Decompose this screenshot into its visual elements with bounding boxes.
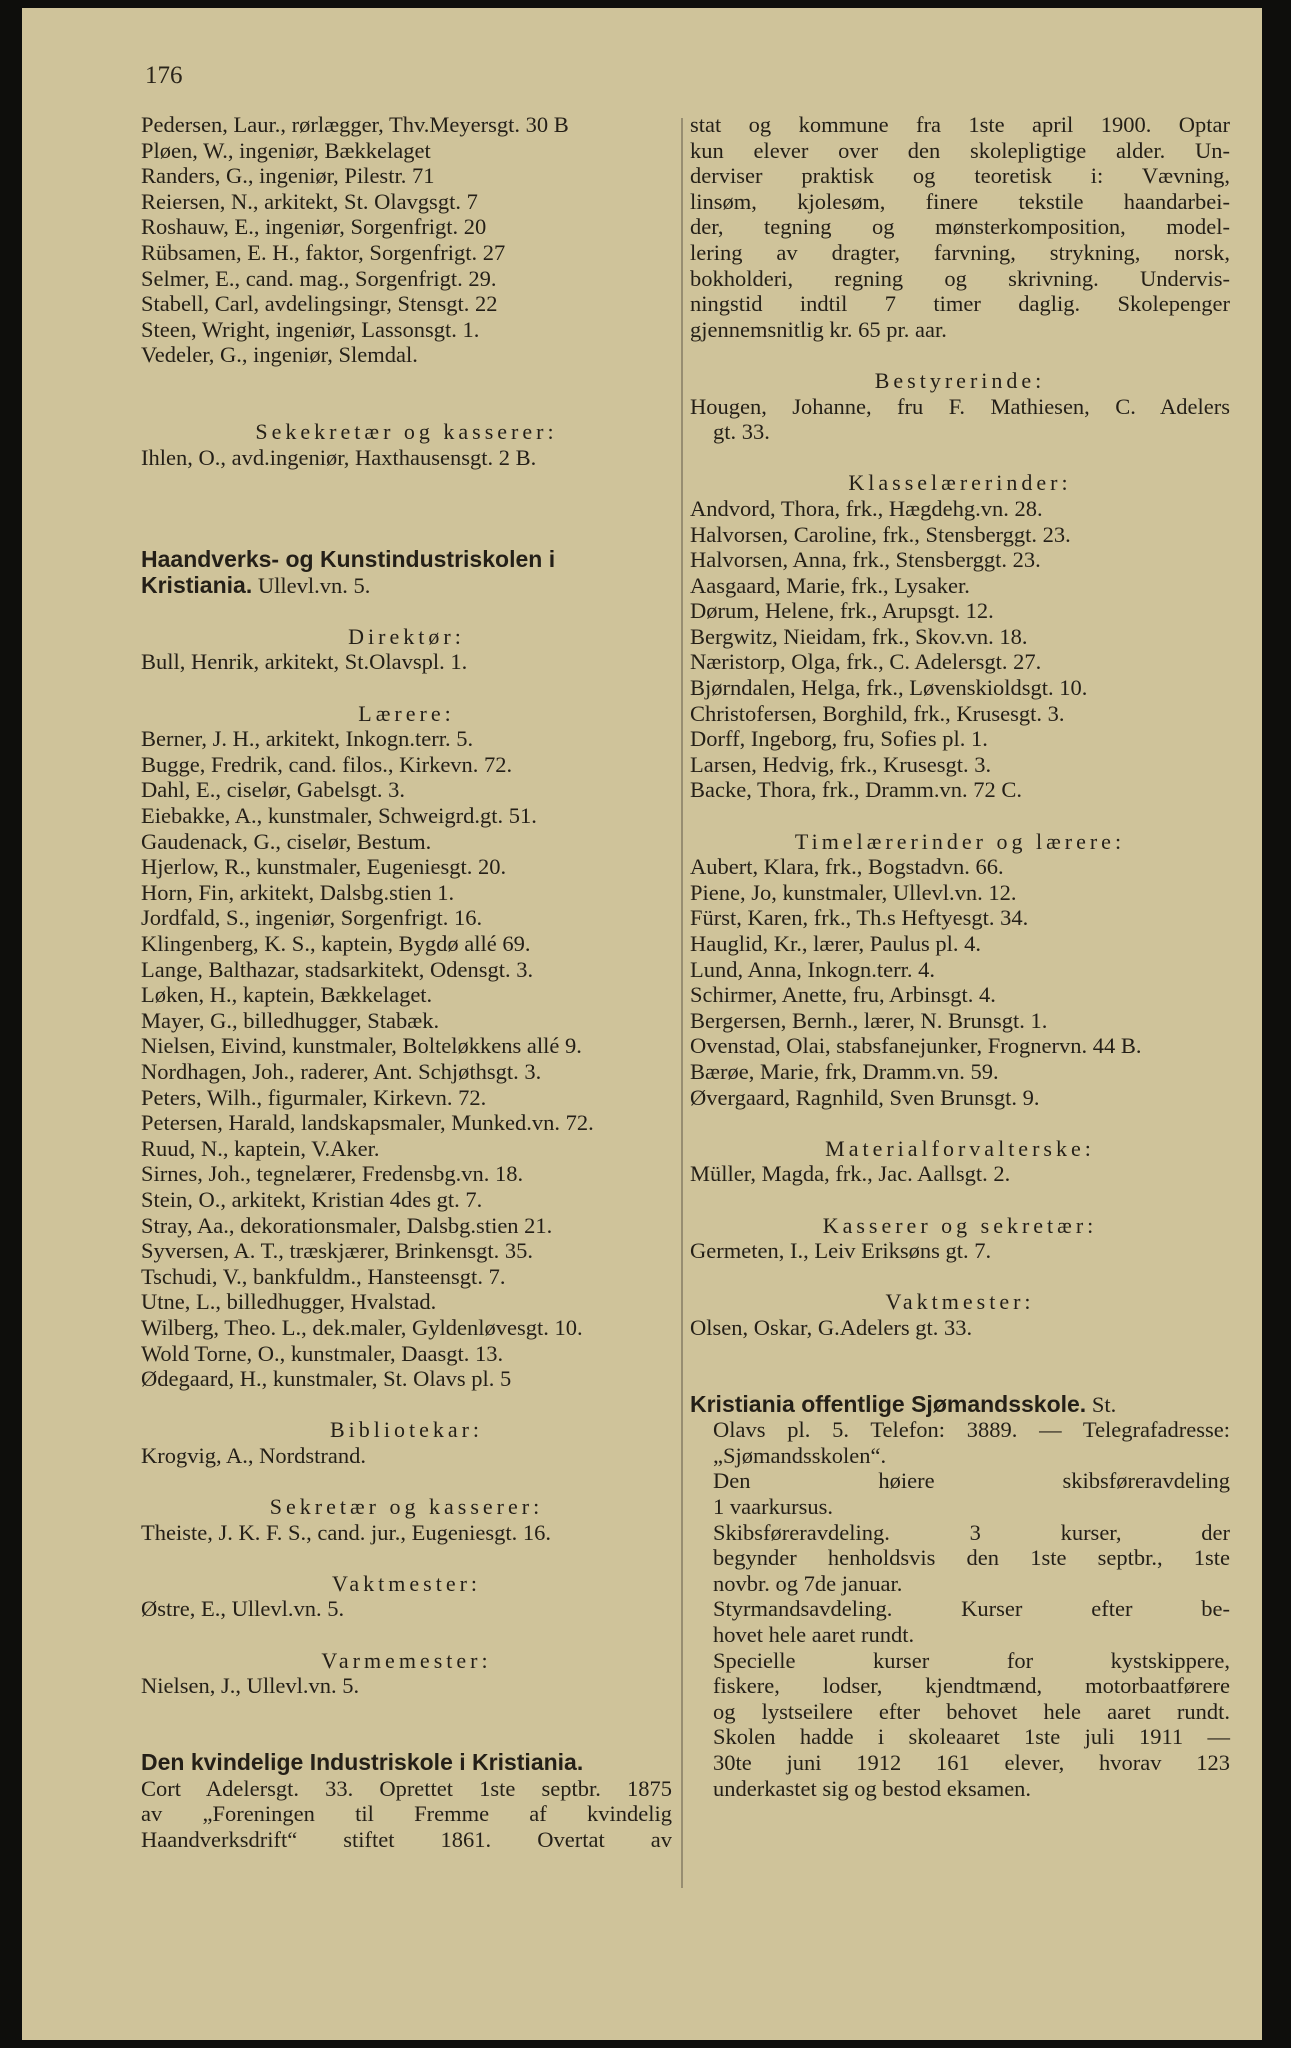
directory-entry: Wold Torne, O., kunstmaler, Daasgt. 13. [141, 1340, 504, 1366]
paragraph-line: „Sjømandsskolen“. [713, 1442, 887, 1468]
institution-address: Ullevl.vn. 5. [252, 572, 371, 598]
directory-entry: Bærøe, Marie, frk, Dramm.vn. 59. [690, 1058, 999, 1084]
directory-entry: Løken, H., kaptein, Bækkelaget. [141, 982, 433, 1008]
directory-entry: Krogvig, A., Nordstrand. [141, 1442, 366, 1468]
directory-entry: Lund, Anna, Inkogn.terr. 4. [690, 956, 935, 982]
directory-entry: Petersen, Harald, landskapsmaler, Munked.vn. 72. [141, 1110, 594, 1136]
directory-entry: Utne, L., billedhugger, Hvalstad. [141, 1289, 437, 1315]
directory-entry: Aubert, Klara, frk., Bogstadvn. 66. [690, 854, 1004, 880]
directory-entry: Hjerlow, R., kunstmaler, Eugeniesgt. 20. [141, 854, 507, 880]
directory-entry: Stray, Aa., dekorationsmaler, Dalsbg.stien 21. [141, 1212, 553, 1238]
paragraph-line: linsøm, kjolesøm, finere tekstile haandarbei- [690, 188, 1230, 214]
column-divider [681, 118, 683, 1888]
institution-name: Kristiania. [141, 571, 253, 598]
paragraph-line: Styrmandsavdeling. Kurser efter be- [713, 1596, 1230, 1622]
institution-heading: Haandverks- og Kunstindustriskolen i [141, 546, 556, 573]
directory-entry: Theiste, J. K. F. S., cand. jur., Eugeniesgt. 16. [141, 1519, 552, 1545]
directory-entry: Lange, Balthazar, stadsarkitekt, Odensgt. 3. [141, 956, 534, 982]
spacer [141, 394, 672, 420]
directory-entry: Nielsen, J., Ullevl.vn. 5. [141, 1673, 360, 1699]
directory-entry: Jordfald, S., ingeniør, Sorgenfrigt. 16. [141, 905, 483, 931]
directory-entry: Larsen, Hedvig, frk., Krusesgt. 3. [690, 751, 992, 777]
paragraph-line: bokholderi, regning og skrivning. Undervis- [690, 265, 1230, 291]
paragraph-line: 1 vaarkursus. [713, 1494, 833, 1520]
directory-entry: Bjørndalen, Helga, frk., Løvenskioldsgt. 10. [690, 675, 1088, 701]
section-heading: Vaktmester: [331, 1570, 482, 1596]
directory-entry: Gaudenack, G., ciselør, Bestum. [141, 828, 432, 854]
directory-entry: Dørum, Helene, frk., Arupsgt. 12. [690, 598, 994, 624]
paragraph-line: begynder henholdsvis den 1ste septbr., 1ste [713, 1545, 1230, 1571]
directory-entry: Dorff, Ingeborg, fru, Sofies pl. 1. [690, 726, 988, 752]
paragraph-line: der, tegning og mønsterkomposition, model- [690, 214, 1230, 240]
directory-entry: Bergersen, Bernh., lærer, N. Brunsgt. 1. [690, 1007, 1048, 1033]
spacer [141, 1622, 672, 1648]
paragraph-line: hovet hele aaret rundt. [713, 1622, 915, 1648]
directory-entry: Klingenberg, K. S., kaptein, Bygdø allé 69. [141, 931, 531, 956]
spacer [141, 496, 672, 522]
directory-entry: Bull, Henrik, arkitekt, St.Olavspl. 1. [141, 649, 468, 675]
institution-heading [690, 1392, 1230, 1418]
directory-entry: Reiersen, N., arkitekt, St. Olavgsgt. 7 [141, 188, 478, 214]
directory-entry: Østre, E., Ullevl.vn. 5. [141, 1596, 345, 1622]
directory-entry: Piene, Jo, kunstmaler, Ullevl.vn. 12. [690, 879, 1017, 905]
directory-entry: Nordhagen, Joh., raderer, Ant. Schjøthsgt. 3. [141, 1058, 542, 1084]
directory-entry: Steen, Wright, ingeniør, Lassonsgt. 1. [141, 316, 480, 342]
directory-entry: Tschudi, V., bankfuldm., Hansteensgt. 7. [141, 1263, 506, 1289]
directory-entry: Roshauw, E., ingeniør, Sorgenfrigt. 20 [141, 214, 487, 240]
spacer [690, 342, 1230, 368]
paragraph-line: og lystseilere efter behovet hele aaret rundt. [713, 1698, 1230, 1724]
directory-entry: Syversen, A. T., træskjærer, Brinkensgt. 35. [141, 1238, 533, 1264]
spacer [141, 598, 672, 624]
spacer [690, 1110, 1230, 1136]
spacer [690, 445, 1230, 471]
directory-entry: Horn, Fin, arkitekt, Dalsbg.stien 1. [141, 879, 455, 905]
directory-entry: Olsen, Oskar, G.Adelers gt. 33. [690, 1314, 973, 1340]
paragraph-line: kun elever over den skolepligtige alder. Un- [690, 137, 1230, 163]
paragraph-line: Cort Adelersgt. 33. Oprettet 1ste septbr. 1875 [141, 1775, 672, 1801]
directory-entry: Müller, Magda, frk., Jac. Aallsgt. 2. [690, 1161, 1011, 1187]
directory-entry: Stein, O., arkitekt, Kristian 4des gt. 7. [141, 1186, 483, 1212]
directory-entry: Bugge, Fredrik, cand. filos., Kirkevn. 72. [141, 751, 513, 777]
spacer [690, 803, 1230, 829]
spacer [690, 1264, 1230, 1290]
paragraph-line: av „Foreningen til Fremme af kvindelig [141, 1801, 672, 1827]
institution-heading [141, 573, 672, 599]
spacer [141, 1699, 672, 1725]
directory-entry: Ødegaard, H., kunstmaler, St. Olavs pl. 5 [141, 1366, 512, 1392]
directory-entry: Selmer, E., cand. mag., Sorgenfrigt. 29. [141, 265, 497, 291]
spacer [141, 522, 672, 548]
section-heading: Vaktmester: [885, 1289, 1035, 1315]
directory-entry: Randers, G., ingeniør, Pilestr. 71 [141, 163, 435, 189]
paragraph-line: Hougen, Johanne, fru F. Mathiesen, C. Adelers [690, 393, 1230, 419]
directory-entry: Berner, J. H., arkitekt, Inkogn.terr. 5. [141, 726, 474, 752]
directory-entry: Rübsamen, E. H., faktor, Sorgenfrigt. 27 [141, 239, 506, 265]
directory-entry: Hauglid, Kr., lærer, Paulus pl. 4. [690, 931, 981, 956]
paragraph-line: Skibsføreravdeling. 3 kurser, der [713, 1519, 1230, 1545]
right-column [690, 112, 1230, 1801]
paragraph-line: Specielle kurser for kystskippere, [713, 1647, 1230, 1673]
section-heading: Kasserer og sekretær: [822, 1212, 1098, 1238]
section-heading: Direktør: [348, 623, 465, 649]
spacer [690, 1341, 1230, 1367]
directory-entry: Dahl, E., ciselør, Gabelsgt. 3. [141, 777, 406, 803]
directory-entry: Mayer, G., billedhugger, Stabæk. [141, 1007, 440, 1033]
directory-entry: Næristorp, Olga, frk., C. Adelersgt. 27. [690, 649, 1042, 675]
spacer [141, 1724, 672, 1750]
spacer [690, 1187, 1230, 1213]
directory-entry: Pedersen, Laur., rørlægger, Thv.Meyersgt. 30 B [141, 112, 569, 137]
paragraph-line: Skolen hadde i skoleaaret 1ste juli 1911 — [713, 1724, 1230, 1750]
directory-entry: gjennemsnitlig kr. 65 pr. aar. [690, 316, 947, 342]
spacer [690, 1366, 1230, 1392]
section-heading: Materialforvalterske: [825, 1135, 1095, 1161]
paragraph-line: Haandverksdrift“ stiftet 1861. Overtat av [141, 1826, 672, 1852]
paragraph-line: derviser praktisk og teoretisk i: Vævning, [690, 163, 1230, 189]
spacer [141, 675, 672, 701]
directory-entry: Ihlen, O., avd.ingeniør, Haxthausensgt. 2 B. [141, 444, 537, 470]
directory-entry: Andvord, Thora, frk., Hægdehg.vn. 28. [690, 495, 1043, 521]
spacer [141, 1468, 672, 1494]
directory-entry: Germeten, I., Leiv Eriksøns gt. 7. [690, 1238, 992, 1264]
spacer [141, 1392, 672, 1418]
directory-entry: Pløen, W., ingeniør, Bækkelaget [141, 137, 431, 163]
directory-entry: Christofersen, Borghild, frk., Krusesgt. 3. [690, 700, 1065, 726]
institution-heading: Den kvindelige Industriskole i Kristiania. [141, 1749, 584, 1775]
directory-entry: Halvorsen, Caroline, frk., Stensberggt. 23. [690, 521, 1071, 547]
spacer [141, 1545, 672, 1571]
section-heading: Bestyrerinde: [874, 367, 1046, 393]
section-heading: Varmemester: [321, 1647, 492, 1673]
directory-entry: Peters, Wilh., figurmaler, Kirkevn. 72. [141, 1084, 487, 1110]
directory-entry: Ruud, N., kaptein, V.Aker. [141, 1135, 380, 1161]
institution-address: St. [1086, 1391, 1117, 1417]
paragraph-line: underkastet sig og bestod eksamen. [713, 1775, 1032, 1801]
directory-entry: Sirnes, Joh., tegnelærer, Fredensbg.vn. 18. [141, 1161, 524, 1187]
spacer [141, 470, 672, 496]
directory-entry: Fürst, Karen, frk., Th.s Heftyesgt. 34. [690, 905, 1029, 931]
section-heading: Bibliotekar: [329, 1417, 484, 1443]
paragraph-line: Olavs pl. 5. Telefon: 3889. — Telegrafadresse: [713, 1417, 1230, 1443]
section-heading: Lærere: [358, 700, 455, 726]
directory-entry: Ovenstad, Olai, stabsfanejunker, Frognervn. 44 B. [690, 1033, 1142, 1059]
paragraph-line: novbr. og 7de januar. [713, 1570, 903, 1596]
directory-entry: Bergwitz, Nieidam, frk., Skov.vn. 18. [690, 623, 1028, 649]
left-column [141, 112, 672, 1852]
directory-entry: Nielsen, Eivind, kunstmaler, Bolteløkkens allé 9. [141, 1033, 582, 1059]
paragraph-line: Den høiere skibsføreravdeling [713, 1468, 1230, 1494]
directory-entry: Eiebakke, A., kunstmaler, Schweigrd.gt. 51. [141, 803, 537, 829]
directory-entry: Vedeler, G., ingeniør, Slemdal. [141, 342, 418, 368]
paragraph-line: lering av dragter, farvning, strykning, norsk, [690, 239, 1230, 265]
paragraph-line: stat og kommune fra 1ste april 1900. Optar [690, 112, 1230, 137]
directory-entry: Schirmer, Anette, fru, Arbinsgt. 4. [690, 982, 996, 1008]
section-heading: Timelærerinder og lærere: [794, 828, 1126, 854]
paragraph-line: fiskere, lodser, kjendtmænd, motorbaatførere [713, 1673, 1230, 1699]
section-heading: Sekretær og kasserer: [269, 1494, 544, 1520]
paragraph-line: 30te juni 1912 161 elever, hvorav 123 [713, 1750, 1230, 1775]
directory-entry: Halvorsen, Anna, frk., Stensberggt. 23. [690, 547, 1041, 573]
directory-entry: Aasgaard, Marie, frk., Lysaker. [690, 572, 970, 598]
directory-entry: Øvergaard, Ragnhild, Sven Brunsgt. 9. [690, 1084, 1040, 1110]
directory-entry: Backe, Thora, frk., Dramm.vn. 72 C. [690, 777, 1023, 803]
section-heading: Sekekretær og kasserer: [255, 419, 558, 445]
institution-name: Kristiania offentlige Sjømandsskole. [690, 1390, 1087, 1417]
paragraph-line: ningstid indtil 7 timer daglig. Skolepenger [690, 291, 1230, 317]
page-number: 176 [145, 62, 183, 89]
paragraph-line: gt. 33. [713, 419, 770, 445]
directory-entry: Stabell, Carl, avdelingsingr, Stensgt. 22 [141, 291, 498, 317]
spacer [141, 368, 672, 394]
section-heading: Klasselærerinder: [848, 470, 1072, 496]
directory-entry: Wilberg, Theo. L., dek.maler, Gyldenløvesgt. 10. [141, 1314, 583, 1340]
